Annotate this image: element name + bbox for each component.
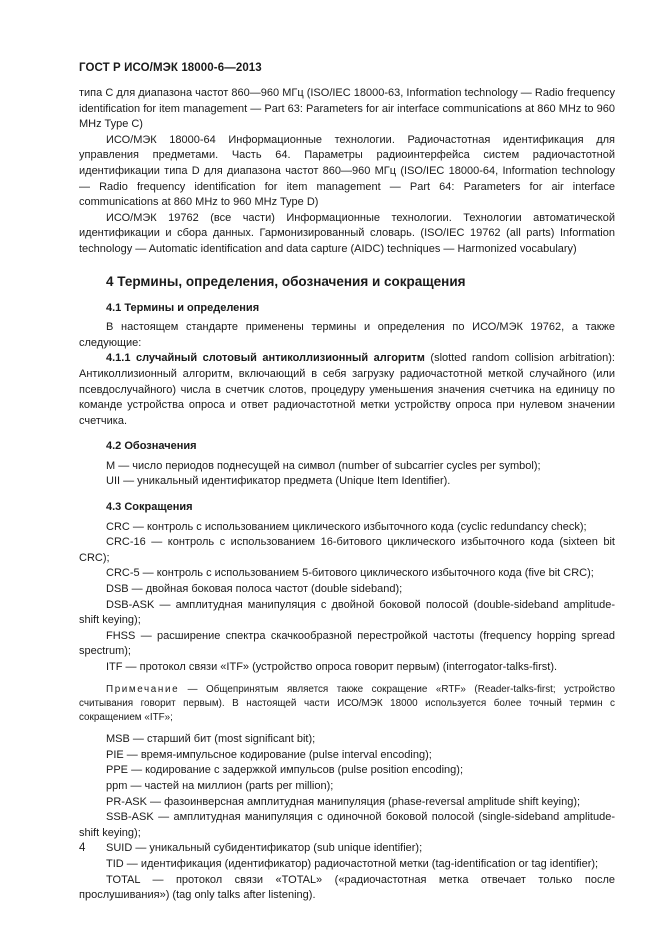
document-body — [79, 86, 615, 904]
abbreviation-item: ppm — частей на миллион (parts per million); — [106, 779, 334, 792]
definition-4-1-1 — [79, 351, 615, 429]
section-4-2-title: 4.2 Обозначения — [106, 440, 197, 453]
abbreviation-item: CRC-16 — контроль с использованием 16-битового циклического избыточного кода (sixteen bit CRC); — [79, 536, 615, 564]
abbreviation-item: CRC-5 — контроль с использованием 5-битового циклического избыточного кода (five bit CRC); — [106, 567, 594, 580]
document-header: ГОСТ Р ИСО/МЭК 18000-6—2013 — [79, 62, 262, 74]
reference-item: ИСО/МЭК 19762 (все части) Информационные технологии. Технологии автоматической идентификации и сбора данных. Гармонизированный словарь. (ISO/IEC 19762 (all parts) Information technology — Automatic identification and data capture (AIDC) techniques — Harmonized vocabulary) — [79, 211, 615, 255]
abbreviation-item: SSB-ASK — амплитудная манипуляция с одиночной боковой полосой (single-sideband amplitude-shift keying); — [79, 811, 615, 839]
symbol-item: M — число периодов поднесущей на символ (number of subcarrier cycles per symbol); — [106, 459, 541, 472]
abbreviation-item: TID — идентификация (идентификатор) радиочастотной метки (tag-identification or tag identifier); — [106, 857, 599, 870]
section-4-1-intro: В настоящем стандарте применены термины и определения по ИСО/МЭК 19762, а также следующие: — [79, 321, 615, 349]
abbreviation-item: SUID — уникальный субидентификатор (sub unique identifier); — [106, 842, 423, 855]
section-4-1-title: 4.1 Термины и определения — [106, 301, 260, 314]
note-label: Примечание — [106, 683, 180, 695]
abbreviation-item: CRC — контроль с использованием циклического избыточного кода (cyclic redundancy check); — [106, 520, 587, 533]
abbreviation-item: FHSS — расширение спектра скачкообразной перестройкой частоты (frequency hopping spread spectrum); — [79, 629, 615, 658]
abbreviation-item: TOTAL — протокол связи «TOTAL» («радиочастотная метка отвечает только после прослушивания») (tag only talks after listening). — [79, 873, 615, 902]
section-4-title: 4 Термины, определения, обозначения и сокращения — [106, 273, 466, 289]
term-4-1-1: 4.1.1 случайный слотовый антиколлизионный алгоритм — [106, 352, 425, 365]
abbreviation-item: PPE — кодирование с задержкой импульсов (pulse position encoding); — [106, 764, 464, 777]
page-number: 4 — [79, 842, 86, 854]
section-4-3-title: 4.3 Сокращения — [106, 501, 193, 514]
note-text: — Общепринятым является также сокращение «RTF» (Reader-talks-first; устройство считывания говорит первым). В настоящей части ИСО/МЭК 18000 используется более точный термин с сокращением «ITF»; — [79, 683, 615, 723]
reference-item: типа C для диапазона частот 860—960 МГц (ISO/IEC 18000-63, Information technology — Radio frequency identification for item management — Part 63: Parameters for air interface communications at 860 MHz to 960 MHz Type C) — [79, 87, 615, 131]
abbreviation-item: DSB — двойная боковая полоса частот (double sideband); — [106, 583, 403, 596]
reference-item: ИСО/МЭК 18000-64 Информационные технологии. Радиочастотная идентификация для управления предметами. Часть 64. Параметры радиоинтерфейса систем радиочастотной идентификации типа D для диапазона частот 860—960 МГц (ISO/IEC 18000-64, Information technology — Radio frequency identification for item management — Part 64: Parameters for air interface communications at 860 MHz to 960 MHz Type D) — [79, 133, 615, 209]
abbreviation-item: PR-ASK — фазоинверсная амплитудная манипуляция (phase-reversal amplitude shift keying); — [106, 795, 581, 808]
abbreviation-item: ITF — протокол связи «ITF» (устройство опроса говорит первым) (interrogator-talks-first). — [106, 661, 558, 673]
note — [79, 683, 615, 726]
abbreviation-item: DSB-ASK — амплитудная манипуляция с двойной боковой полосой (double-sideband amplitude-shift keying); — [79, 598, 615, 627]
definition-text: (slotted random collision arbitration): Антиколлизионный алгоритм, включающий в себя загрузку радиочастотной меткой случайного (или псевдослучайного) числа в счетчик слотов, процедуру уменьшения значения счетчика на единицу по команде устройства опроса и ответ радиочастотной метки устройству опроса при нулевом значении счетчика. — [79, 352, 615, 427]
abbreviation-item: PIE — время-импульсное кодирование (pulse interval encoding); — [106, 748, 432, 761]
abbreviation-item: MSB — старший бит (most significant bit); — [106, 733, 316, 746]
symbol-item: UII — уникальный идентификатор предмета (Unique Item Identifier). — [106, 475, 451, 488]
